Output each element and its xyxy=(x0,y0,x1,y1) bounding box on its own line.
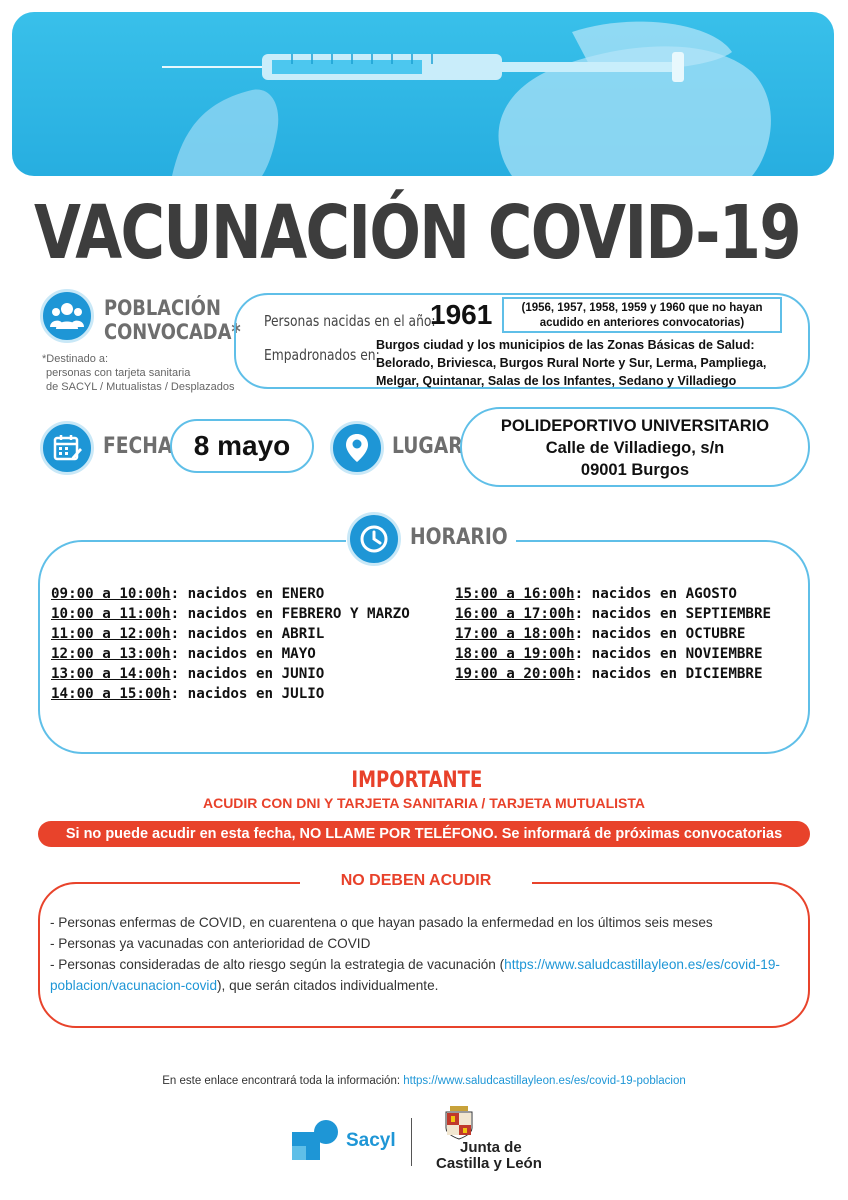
logo-divider xyxy=(411,1118,412,1166)
birth-year: 1961 xyxy=(430,299,493,330)
sacyl-logo-icon xyxy=(292,1118,344,1173)
birth-year-note: (1956, 1957, 1958, 1959 y 1960 que no hayan acudido en anteriores convocatorias) xyxy=(502,297,782,333)
importante-banner: Si no puede acudir en esta fecha, NO LLAME POR TELÉFONO. Se informará de próximas convocatorias xyxy=(38,821,810,847)
location-pin-icon xyxy=(330,421,384,475)
schedule-row: 19:00 a 20:00h: nacidos en DICIEMBRE xyxy=(455,666,763,682)
header-banner-image xyxy=(12,12,834,176)
page-title: VACUNACIÓN COVID-19 xyxy=(34,190,800,276)
fecha-label: FECHA xyxy=(103,434,173,459)
born-year-label: Personas nacidas en el año: xyxy=(264,312,436,330)
schedule-left-column xyxy=(51,584,410,704)
schedule-right-column xyxy=(455,584,771,684)
lugar-label: LUGAR xyxy=(392,434,463,459)
importante-title: IMPORTANTE xyxy=(351,768,483,793)
schedule-row: 09:00 a 10:00h: nacidos en ENERO xyxy=(51,586,325,602)
venue-name: POLIDEPORTIVO UNIVERSITARIO xyxy=(500,417,770,435)
vacunacion-link[interactable]: https://www.saludcastillayleon.es/es/covid-19-poblacion/vacunacion-covid xyxy=(50,957,780,993)
lugar-address xyxy=(460,407,810,487)
schedule-row: 17:00 a 18:00h: nacidos en OCTUBRE xyxy=(455,626,746,642)
schedule-row: 12:00 a 13:00h: nacidos en MAYO xyxy=(51,646,316,662)
group-people-icon xyxy=(40,289,94,343)
footer-info: En este enlace encontrará toda la información: https://www.saludcastillayleon.es/es/covid-19-poblacion xyxy=(162,1075,686,1087)
venue-street: Calle de Villadiego, s/n xyxy=(545,439,725,457)
list-item: - Personas consideradas de alto riesgo según la estrategia de vacunación (https://www.saludcastillayleon.es/es/covid-19-poblacion/vacunacion-covid), que serán citados individualmente. xyxy=(50,957,780,993)
schedule-row: 10:00 a 11:00h: nacidos en FEBRERO Y MARZO xyxy=(51,606,410,622)
junta-logo-text: Junta de Castilla y León xyxy=(436,1139,542,1172)
schedule-row: 15:00 a 16:00h: nacidos en AGOSTO xyxy=(455,586,737,602)
venue-postal: 09001 Burgos xyxy=(580,461,690,479)
info-link[interactable]: https://www.saludcastillayleon.es/es/covid-19-poblacion xyxy=(403,1075,686,1087)
registered-municipalities: Burgos ciudad y los municipios de las Zonas Básicas de Salud: Belorado, Briviesca, Burgos Rural Norte y Sur, Lerma, Pampliega, Melgar, Quintanar, Salas de los Infantes, Sedano y Villadiego xyxy=(376,338,767,388)
poblacion-convocada-label: POBLACIÓN CONVOCADA* xyxy=(104,296,241,344)
list-item: - Personas enfermas de COVID, en cuarentena o que hayan pasado la enfermedad en los últimos seis meses xyxy=(50,915,713,930)
schedule-row: 13:00 a 14:00h: nacidos en JUNIO xyxy=(51,666,325,682)
sacyl-logo-text: Sacyl xyxy=(346,1130,396,1151)
list-item: - Personas ya vacunadas con anterioridad de COVID xyxy=(50,936,371,951)
importante-subtitle: ACUDIR CON DNI Y TARJETA SANITARIA / TARJETA MUTUALISTA xyxy=(202,795,646,811)
schedule-row: 11:00 a 12:00h: nacidos en ABRIL xyxy=(51,626,325,642)
poblacion-note: *Destinado a: personas con tarjeta sanitaria de SACYL / Mutualistas / Desplazados xyxy=(42,353,235,393)
registered-label: Empadronados en: xyxy=(264,346,380,364)
schedule-row: 18:00 a 19:00h: nacidos en NOVIEMBRE xyxy=(455,646,763,662)
schedule-row: 14:00 a 15:00h: nacidos en JULIO xyxy=(51,686,325,702)
schedule-row: 16:00 a 17:00h: nacidos en SEPTIEMBRE xyxy=(455,606,772,622)
no-deben-list xyxy=(50,912,800,996)
fecha-value: 8 mayo xyxy=(170,419,314,473)
horario-label: HORARIO xyxy=(410,525,508,550)
calendar-icon xyxy=(40,421,94,475)
clock-icon xyxy=(347,512,401,566)
no-deben-title: NO DEBEN ACUDIR xyxy=(340,872,492,889)
syringe-illustration xyxy=(12,12,834,176)
